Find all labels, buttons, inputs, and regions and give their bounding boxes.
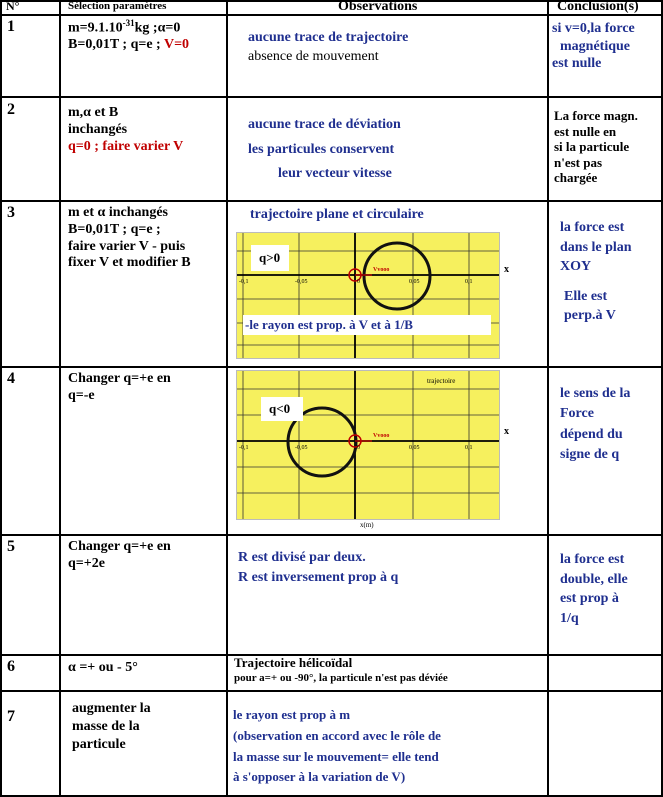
table-border-left — [0, 0, 2, 797]
row-number: 1 — [7, 18, 15, 35]
conclusion-cell: La force magn. est nulle en si la particule n'est pas chargée — [554, 108, 638, 186]
observation-text: absence de mouvement — [248, 49, 379, 64]
observation-text: Trajectoire hélicoïdal — [234, 655, 353, 670]
plot-title: trajectoire — [427, 377, 456, 385]
row-divider — [0, 690, 663, 692]
tick-label: 0,05 — [409, 279, 420, 285]
plot-note: -le rayon est prop. à V et à 1/B — [245, 317, 413, 332]
tick-label: 0 — [357, 279, 360, 285]
observation-cell: aucune trace de déviation les particules conservent leur vecteur vitesse — [248, 117, 401, 181]
conclusion-cell: la force est double, elle est prop à 1/q — [560, 552, 628, 626]
row-divider — [0, 366, 663, 368]
row-divider — [0, 200, 663, 202]
tick-label: 0,1 — [465, 445, 473, 451]
tick-label: -0,05 — [295, 445, 308, 451]
row-number: 6 — [7, 658, 15, 675]
header-observations: Observations — [338, 0, 418, 14]
selection-cell: Changer q=+e en q=+2e — [68, 539, 171, 571]
observation-cell: le rayon est prop à m (observation en accord avec le rôle de la masse sur le mouvement= elle tend à s'opposer à la variation de V) — [233, 707, 441, 785]
col-divider — [226, 0, 228, 797]
charge-label: q>0 — [259, 250, 281, 265]
row-number: 3 — [7, 204, 15, 221]
selection-text: α =+ ou - 5° — [68, 660, 138, 675]
row-number: 2 — [7, 101, 15, 118]
row-number: 7 — [7, 708, 15, 725]
row-divider — [0, 96, 663, 98]
observation-text: pour a=+ ou -90°, la particule n'est pas déviée — [234, 672, 448, 684]
charge-label: q<0 — [269, 401, 291, 416]
header-no: N° — [6, 0, 20, 13]
tick-label: 0,05 — [409, 445, 420, 451]
row-number: 4 — [7, 370, 15, 387]
vector-label: Vvooo — [373, 267, 390, 273]
conclusion-cell: la force est dans le plan XOY Elle est perp.à V — [560, 220, 632, 324]
selection-cell: m et α inchangés B=0,01T ; q=e ; faire varier V - puis fixer V et modifier B — [68, 205, 191, 271]
observation-text: aucune trace de trajectoire — [248, 30, 409, 45]
axis-x-letter: x — [504, 264, 509, 275]
tick-label: -0,05 — [295, 279, 308, 285]
selection-cell: m,α et B inchangés q=0 ; faire varier V — [68, 105, 184, 154]
tick-label: -0,1 — [239, 445, 249, 451]
trajectory-plot-positive — [236, 232, 500, 359]
observation-cell: R est divisé par deux. R est inversement prop à q — [238, 550, 399, 586]
plot-grid — [237, 371, 499, 519]
col-divider — [59, 0, 61, 797]
selection-cell: augmenter la masse de la particule — [72, 701, 151, 753]
selection-cell: $m=9.1.10^{-31}kg$ ;α=0 B=0,01T ; q=e ; V=0 — [68, 18, 190, 52]
tick-label: 0 — [357, 445, 360, 451]
plot-svg — [237, 371, 499, 519]
vector-label: Vvooo — [373, 433, 390, 439]
observation-text: trajectoire plane et circulaire — [250, 207, 424, 222]
row-divider — [0, 534, 663, 536]
header-conclusions: Conclusion(s) — [557, 0, 639, 14]
selection-cell: Changer q=+e en q=-e — [68, 371, 171, 403]
axis-x-letter: x — [504, 426, 509, 437]
header-selection: Sélection paramètres — [68, 0, 167, 12]
tick-label: 0,1 — [465, 279, 473, 285]
col-divider — [547, 0, 549, 797]
row-number: 5 — [7, 538, 15, 555]
conclusion-cell: le sens de la Force dépend du signe de q — [560, 386, 631, 462]
conclusion-cell: si v=0,la force magnétique est nulle — [552, 21, 635, 71]
tick-label: -0,1 — [239, 279, 249, 285]
plot-xlabel: x(m) — [360, 521, 374, 529]
trajectory-plot-negative — [236, 370, 500, 520]
